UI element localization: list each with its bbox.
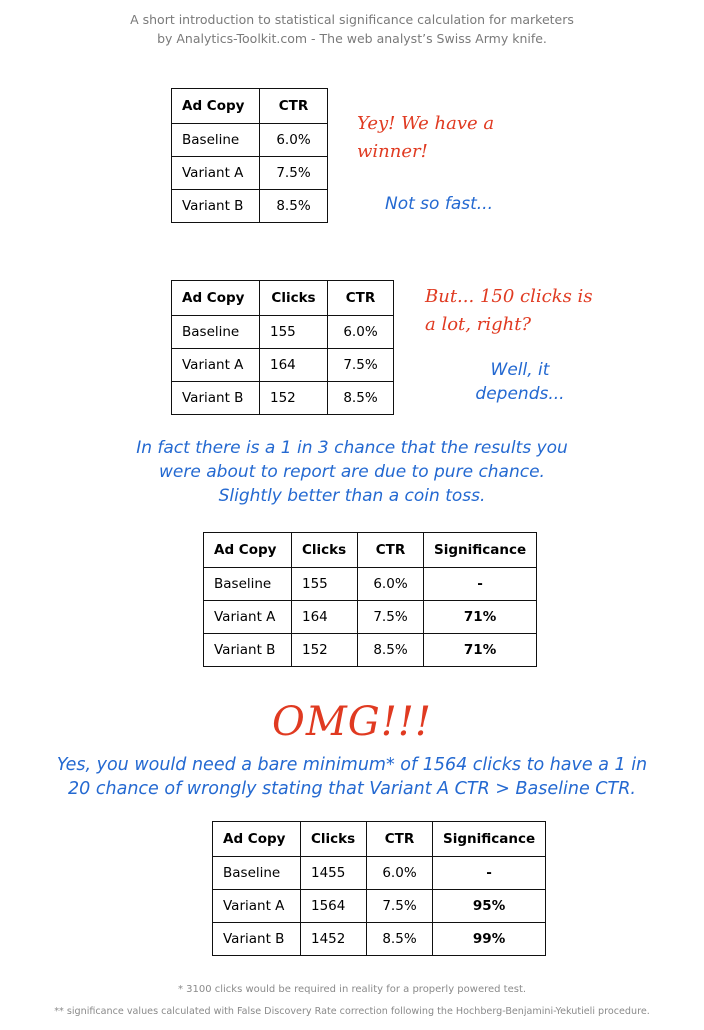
cell-ctr: 8.5% [328, 382, 394, 415]
winner-note-line-1: Yey! We have a [357, 113, 495, 134]
column-header-significance: Significance [433, 822, 546, 857]
clicks-note [425, 283, 593, 339]
minimum-clicks-paragraph [0, 753, 704, 801]
cell-ad-copy: Variant B [172, 382, 260, 415]
cell-clicks: 152 [260, 382, 328, 415]
fact-line-1: In fact there is a 1 in 3 chance that the results you [136, 438, 568, 458]
table-row [172, 349, 394, 382]
cell-ctr: 7.5% [358, 601, 424, 634]
cell-ad-copy: Variant B [172, 190, 260, 223]
cell-ctr: 7.5% [367, 890, 433, 923]
cell-ctr: 7.5% [260, 157, 328, 190]
depends-note-line-1: Well, it [490, 360, 550, 380]
column-header-clicks: Clicks [292, 533, 358, 568]
cell-significance: 99% [433, 923, 546, 956]
table-row [204, 568, 537, 601]
cell-ad-copy: Variant A [204, 601, 292, 634]
ctr-table [171, 88, 328, 223]
cell-clicks: 155 [292, 568, 358, 601]
table-row [172, 316, 394, 349]
depends-note [465, 358, 575, 406]
significance-table-large-sample [212, 821, 546, 956]
column-header-clicks: Clicks [301, 822, 367, 857]
cell-ad-copy: Baseline [172, 316, 260, 349]
cell-clicks: 155 [260, 316, 328, 349]
cell-significance: - [424, 568, 537, 601]
cell-ctr: 6.0% [367, 857, 433, 890]
column-header-ctr: CTR [328, 281, 394, 316]
footnote-fdr: ** significance values calculated with False Discovery Rate correction following the Hochberg-Benjamini-Yekutieli procedure. [54, 1006, 650, 1017]
cell-ctr: 6.0% [260, 124, 328, 157]
significance-table-small-sample [203, 532, 537, 667]
column-header-ad-copy: Ad Copy [213, 822, 301, 857]
table-header-row [172, 89, 328, 124]
column-header-ctr: CTR [367, 822, 433, 857]
header-line-1: A short introduction to statistical significance calculation for marketers [130, 12, 574, 27]
column-header-ad-copy: Ad Copy [204, 533, 292, 568]
fact-line-3: Slightly better than a coin toss. [218, 486, 486, 506]
cell-ad-copy: Variant B [213, 923, 301, 956]
table-row [204, 634, 537, 667]
omg-heading: OMG!!! [272, 699, 432, 745]
table-row [172, 124, 328, 157]
clicks-note-line-2: a lot, right? [425, 314, 532, 335]
column-header-ad-copy: Ad Copy [172, 89, 260, 124]
table-row [213, 857, 546, 890]
column-header-significance: Significance [424, 533, 537, 568]
fact-line-2: were about to report are due to pure chance. [159, 462, 545, 482]
table-header-row [172, 281, 394, 316]
cell-ctr: 6.0% [358, 568, 424, 601]
column-header-ad-copy: Ad Copy [172, 281, 260, 316]
clicks-table [171, 280, 394, 415]
cell-significance: 95% [433, 890, 546, 923]
cell-ad-copy: Baseline [204, 568, 292, 601]
table-row [172, 190, 328, 223]
cell-ctr: 8.5% [367, 923, 433, 956]
cell-ad-copy: Variant A [172, 157, 260, 190]
cell-significance: 71% [424, 634, 537, 667]
minimum-clicks-line-1: Yes, you would need a bare minimum* of 1564 clicks to have a 1 in [56, 755, 648, 775]
winner-note-line-2: winner! [357, 141, 428, 162]
winner-note [357, 110, 494, 166]
clicks-note-line-1: But... 150 clicks is [425, 286, 593, 307]
header-line-2: by Analytics-Toolkit.com - The web analyst’s Swiss Army knife. [157, 31, 547, 46]
cell-significance: 71% [424, 601, 537, 634]
cell-clicks: 1564 [301, 890, 367, 923]
cell-ad-copy: Baseline [172, 124, 260, 157]
cell-ctr: 8.5% [260, 190, 328, 223]
cell-ctr: 8.5% [358, 634, 424, 667]
cell-significance: - [433, 857, 546, 890]
minimum-clicks-line-2: 20 chance of wrongly stating that Variant A CTR > Baseline CTR. [68, 779, 636, 799]
not-so-fast-note: Not so fast... [385, 194, 493, 214]
depends-note-line-2: depends... [475, 384, 565, 404]
cell-ctr: 7.5% [328, 349, 394, 382]
cell-clicks: 1452 [301, 923, 367, 956]
cell-ad-copy: Baseline [213, 857, 301, 890]
fact-paragraph [0, 436, 704, 508]
column-header-ctr: CTR [358, 533, 424, 568]
table-row [213, 923, 546, 956]
table-row [172, 157, 328, 190]
cell-ad-copy: Variant A [213, 890, 301, 923]
table-header-row [213, 822, 546, 857]
cell-ad-copy: Variant A [172, 349, 260, 382]
cell-clicks: 164 [292, 601, 358, 634]
column-header-ctr: CTR [260, 89, 328, 124]
cell-clicks: 1455 [301, 857, 367, 890]
cell-clicks: 152 [292, 634, 358, 667]
cell-clicks: 164 [260, 349, 328, 382]
column-header-clicks: Clicks [260, 281, 328, 316]
cell-ad-copy: Variant B [204, 634, 292, 667]
cell-ctr: 6.0% [328, 316, 394, 349]
table-row [172, 382, 394, 415]
table-row [204, 601, 537, 634]
table-row [213, 890, 546, 923]
page-header [0, 10, 704, 48]
footnote-power: * 3100 clicks would be required in reality for a properly powered test. [177, 984, 527, 995]
table-header-row [204, 533, 537, 568]
